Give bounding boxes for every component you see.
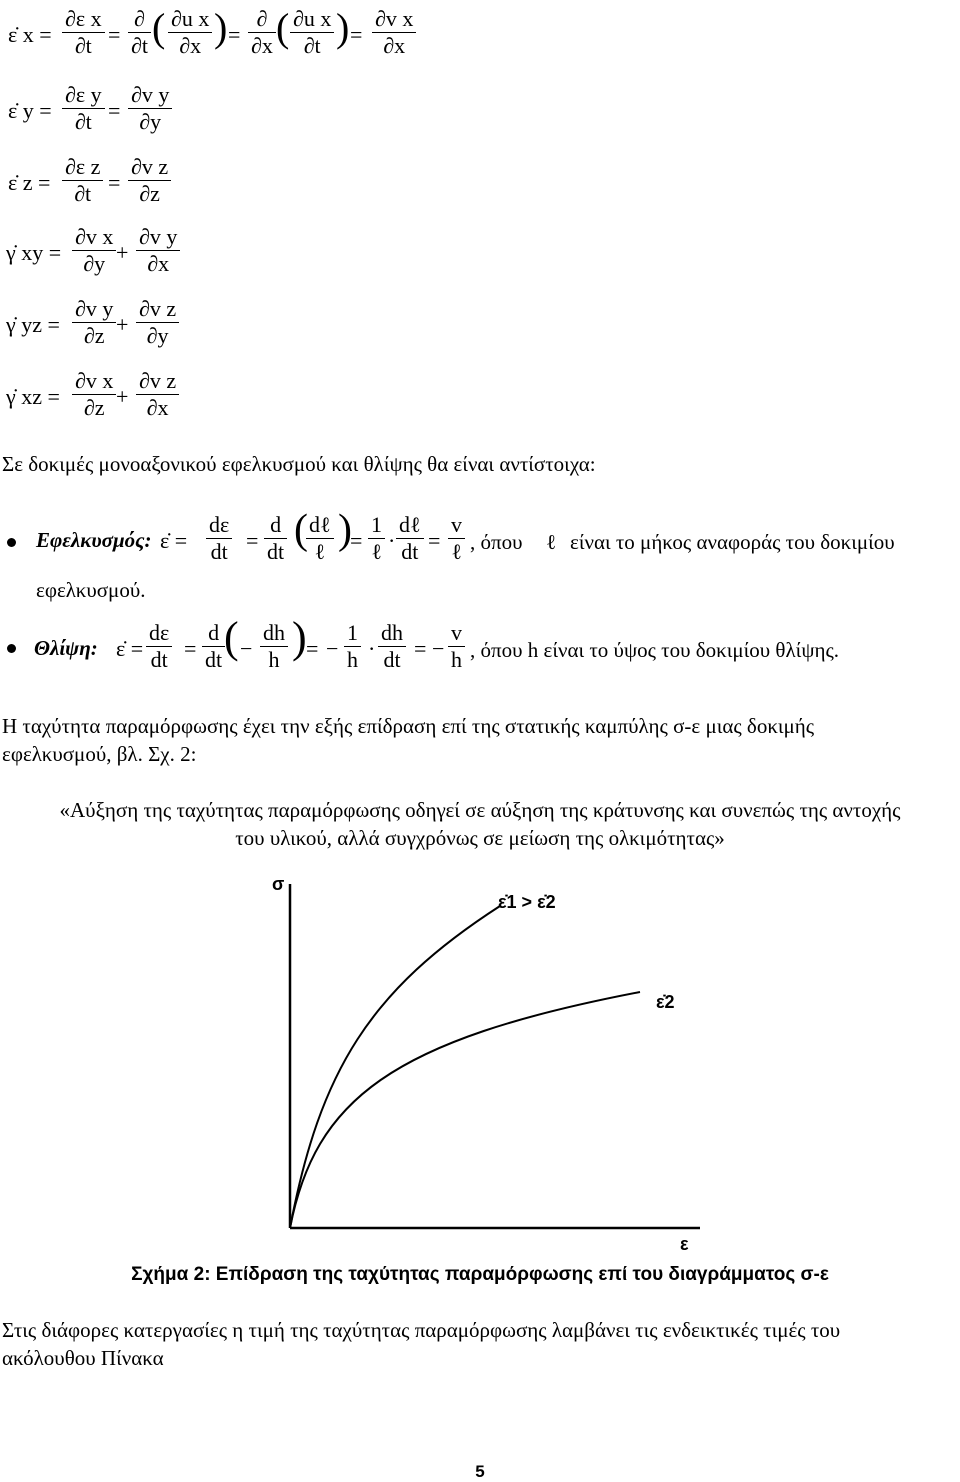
frac-den: ∂z [72,394,116,421]
eq-eyy-frac-2 [128,82,172,135]
eq-gxz-frac-2 [136,368,179,421]
tension-frac-4 [368,512,385,565]
paren-close: ) [338,507,352,553]
eq-exx-frac-4 [372,6,416,59]
frac-den: dt [378,646,406,673]
tension-label: Εφελκυσμός: [36,528,152,552]
figure-caption: Σχήμα 2: Επίδραση της ταχύτητας παραμόρφωσης επί του διαγράμματος σ-ε [131,1264,829,1285]
paren-close: ) [214,5,228,50]
eq-gxy-frac-1 [72,224,116,277]
equals-sign: = [246,528,259,553]
compression-frac-2 [202,620,225,673]
compression-tail: , όπου h είναι το ύψος του δοκιμίου θλίψης. [470,638,840,662]
eq-exx-lhs: ε̇ x = [8,22,52,47]
equals-sign: = [306,636,319,661]
compression-frac-3 [260,620,288,673]
curve-high-rate [290,906,500,1228]
tension-frac-3 [306,512,334,565]
frac-den: dt [396,538,424,565]
frac-num: ∂v z [131,154,169,179]
eq-exx-frac-inner-2 [290,6,334,59]
frac-num: ∂ε x [65,6,102,31]
bullet-tension [7,538,16,547]
frac-den: dt [146,646,172,673]
compression-frac-1 [146,620,172,673]
tension-frac-2 [264,512,287,565]
equals-sign: = [428,528,441,553]
frac-num: dℓ [309,512,331,537]
paren-close: ) [292,613,307,662]
frac-den: ∂x [136,394,179,421]
tension-tail-a: , όπου [470,530,523,554]
frac-den: ∂z [128,180,171,207]
minus-sign: − [240,636,253,661]
equals-sign: = [108,22,121,47]
equals-sign: = [350,528,363,553]
tension-frac-5 [396,512,424,565]
frac-num: ∂u x [171,6,210,31]
bullet-compression [7,644,16,653]
eq-exx-frac-3 [248,6,276,59]
dot-operator: · [388,528,396,553]
compression-eps: ε̇ = [116,636,144,661]
frac-den: ∂x [136,250,180,277]
quote-line1: «Αύξηση της ταχύτητας παραμόρφωσης οδηγεί σε αύξηση της κράτυνσης και συνεπώς της αντοχής [59,798,901,822]
frac-num: ∂ε y [65,82,102,107]
paren-open: ( [224,613,239,662]
frac-num: d [270,512,282,537]
frac-num: ∂v x [75,368,114,393]
frac-den: ∂x [168,32,212,59]
tension-ell: ℓ [546,530,557,554]
frac-num: v [451,620,462,645]
eq-exx-frac-inner-1 [168,6,212,59]
tension-continuation: εφελκυσμού. [36,578,146,602]
tension-tail-b: είναι το μήκος αναφοράς του δοκιμίου [570,530,895,554]
label-lower-curve: ε̇2 [656,992,675,1012]
plus-sign: + [116,312,129,337]
eq-ezz-frac-1 [62,154,103,207]
frac-num: ∂ε z [65,154,101,179]
label-upper-curve: ε̇1 > ε̇2 [498,892,556,912]
plus-sign: + [116,240,129,265]
paren-close: ) [336,5,350,50]
equals-sign: = [228,22,241,47]
page-number: 5 [475,1462,485,1481]
frac-num: dh [263,620,285,645]
equals-sign: = [108,170,121,195]
frac-num: ∂v x [375,6,414,31]
frac-num: ∂v z [139,368,177,393]
equals-sign: = [108,98,121,123]
frac-num: dℓ [399,512,421,537]
frac-den: ℓ [368,538,385,565]
frac-num: 1 [371,512,382,537]
frac-den: ∂t [62,180,103,207]
frac-num: ∂ [134,6,145,31]
frac-num: ∂v z [139,296,177,321]
eq-ezz-frac-2 [128,154,171,207]
frac-den: ∂x [248,32,276,59]
frac-den: ∂x [372,32,416,59]
frac-den: ℓ [306,538,334,565]
compression-frac-4 [344,620,361,673]
equals-sign: = [184,636,197,661]
eq-gxy-frac-2 [136,224,180,277]
compression-label: Θλίψη: [34,636,98,660]
frac-num: ∂v y [139,224,178,249]
intro-text: Σε δοκιμές μονοαξονικού εφελκυσμού και θλίψης θα είναι αντίστοιχα: [2,452,596,476]
tension-frac-6 [448,512,465,565]
frac-den: h [448,646,465,673]
frac-num: ∂ [256,6,268,31]
x-axis-label: ε [680,1234,689,1254]
frac-num: d [208,620,220,645]
paren-open: ( [276,5,290,50]
minus-sign: − [326,636,339,661]
frac-num: v [451,512,462,537]
paren-open: ( [152,5,166,50]
frac-num: 1 [347,620,358,645]
minus-sign: − [432,636,445,661]
frac-den: ∂y [136,322,179,349]
eq-gyz-frac-2 [136,296,179,349]
compression-frac-5 [378,620,406,673]
eq-exx-frac-1 [62,6,105,59]
equals-sign: = [414,636,427,661]
tension-eps: ε̇ = [160,528,188,553]
para1-line1: Η ταχύτητα παραμόρφωσης έχει την εξής επίδραση επί της στατικής καμπύλης σ-ε μιας δοκιμής [2,714,815,738]
stress-strain-figure [260,870,720,1260]
frac-num: dε [209,512,230,537]
frac-num: ∂u x [293,6,332,31]
eq-gyz-frac-1 [72,296,116,349]
y-axis-label: σ [272,874,285,894]
eq-exx-frac-2 [128,6,151,59]
frac-den: h [344,646,361,673]
frac-den: ∂t [62,108,105,135]
para1-line2: εφελκυσμού, βλ. Σχ. 2: [2,742,197,766]
frac-den: dt [264,538,287,565]
frac-num: ∂v x [75,224,114,249]
para2-line2: ακόλουθου Πίνακα [2,1346,164,1370]
frac-den: ∂y [72,250,116,277]
dot-operator: · [368,636,376,661]
frac-den: dt [202,646,225,673]
eq-gxz-frac-1 [72,368,116,421]
eq-eyy-frac-1 [62,82,105,135]
frac-den: ∂y [128,108,172,135]
eq-gxy-lhs: γ̇ xy = [6,240,62,265]
frac-den: ℓ [448,538,465,565]
frac-den: ∂t [128,32,151,59]
frac-num: dh [381,620,403,645]
curve-low-rate [290,992,640,1228]
frac-num: dε [149,620,170,645]
eq-gyz-lhs: γ̇ yz = [6,312,60,337]
eq-ezz-lhs: ε̇ z = [8,170,51,195]
compression-frac-6 [448,620,465,673]
plus-sign: + [116,384,129,409]
tension-frac-1 [206,512,232,565]
quote-line2: του υλικού, αλλά συγχρόνως σε μείωση της ολκιμότητας» [235,826,725,850]
para2-line1: Στις διάφορες κατεργασίες η τιμή της ταχύτητας παραμόρφωσης λαμβάνει τις ενδεικτικές τιμές του [2,1318,841,1342]
eq-gxz-lhs: γ̇ xz = [6,384,60,409]
frac-den: ∂z [72,322,116,349]
frac-den: dt [206,538,232,565]
frac-den: ∂t [290,32,334,59]
eq-eyy-lhs: ε̇ y = [8,98,52,123]
equals-sign: = [350,22,363,47]
paren-open: ( [294,507,308,553]
frac-num: ∂v y [131,82,170,107]
frac-num: ∂v y [75,296,114,321]
frac-den: ∂t [62,32,105,59]
frac-den: h [260,646,288,673]
